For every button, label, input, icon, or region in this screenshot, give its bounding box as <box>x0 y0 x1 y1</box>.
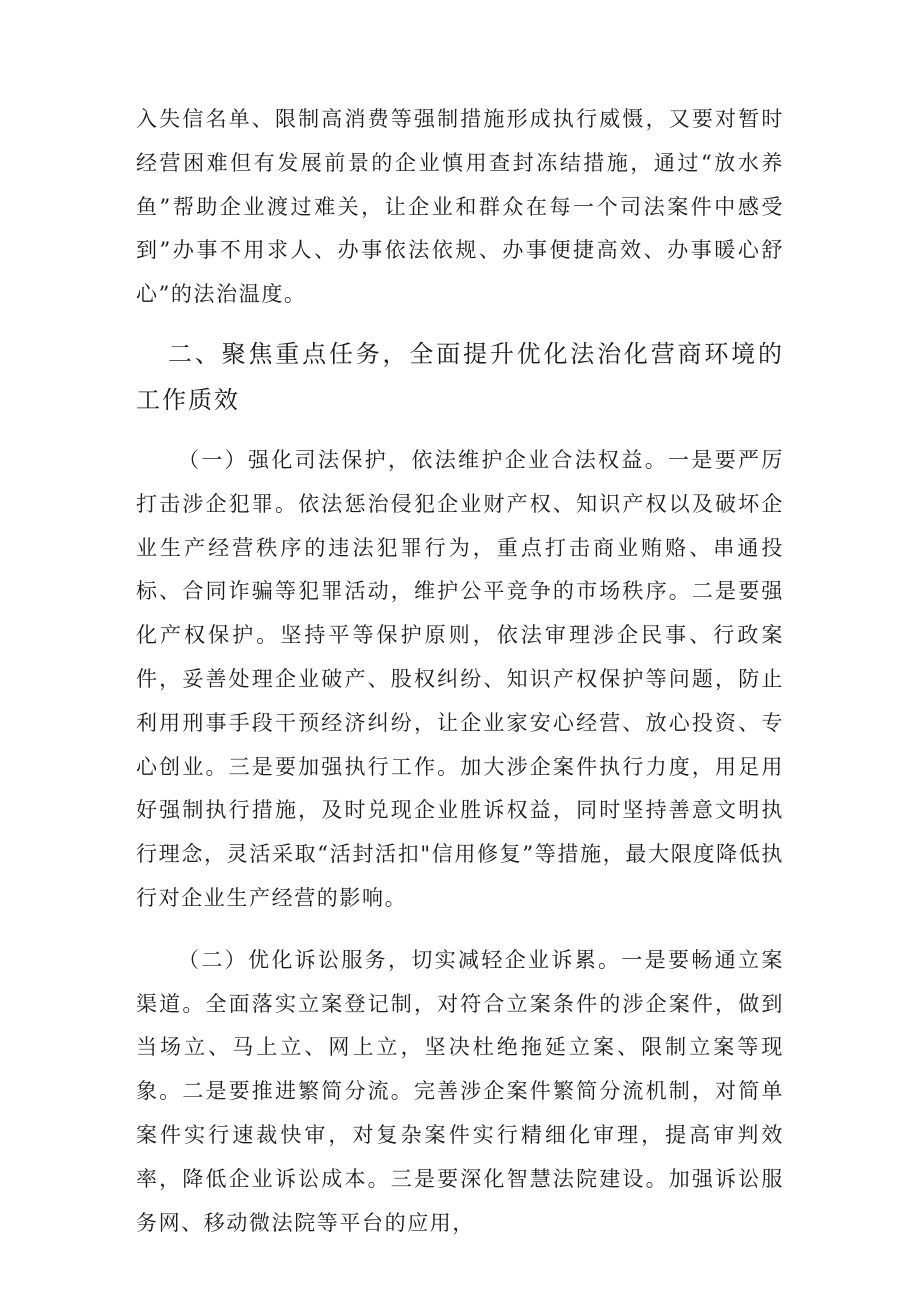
section-heading: 二、聚焦重点任务，全面提升优化法治化营商环境的工作质效 <box>136 339 784 414</box>
document-page <box>136 98 784 1245</box>
body-paragraph-judicial-protection: （一）强化司法保护，依法维护企业合法权益。一是要严厉打击涉企犯罪。依法惩治侵犯企业财产权、知识产权以及破坏企业生产经营秩序的违法犯罪行为，重点打击商业贿赂、串通投标、合同诈骗等犯罪活动，维护公平竞争的市场秩序。二是要强化产权保护。坚持平等保护原则，依法审理涉企民事、行政案件，妥善处理企业破产、股权纠纷、知识产权保护等问题，防止利用刑事手段干预经济纠纷，让企业家安心经营、放心投资、专心创业。三是要加强执行工作。加大涉企案件执行力度，用足用好强制执行措施，及时兑现企业胜诉权益，同时坚持善意文明执行理念，灵活采取“活封活扣"信用修复”等措施，最大限度降低执行对企业生产经营的影响。 <box>136 447 784 910</box>
body-paragraph-continuation: 入失信名单、限制高消费等强制措施形成执行威慑，又要对暂时经营困难但有发展前景的企业慎用查封冻结措施，通过“放水养鱼”帮助企业渡过难关，让企业和群众在每一个司法案件中感受到”办事不用求人、办事依法依规、办事便捷高效、办事暖心舒心”的法治温度。 <box>136 107 784 307</box>
body-paragraph-litigation-service: （二）优化诉讼服务，切实减轻企业诉累。一是要畅通立案渠道。全面落实立案登记制，对符合立案条件的涉企案件，做到当场立、马上立、网上立，坚决杜绝拖延立案、限制立案等现象。二是要推进繁简分流。完善涉企案件繁简分流机制，对简单案件实行速裁快审，对复杂案件实行精细化审理，提高审判效率，降低企业诉讼成本。三是要深化智慧法院建设。加强诉讼服务网、移动微法院等平台的应用， <box>136 947 784 1235</box>
